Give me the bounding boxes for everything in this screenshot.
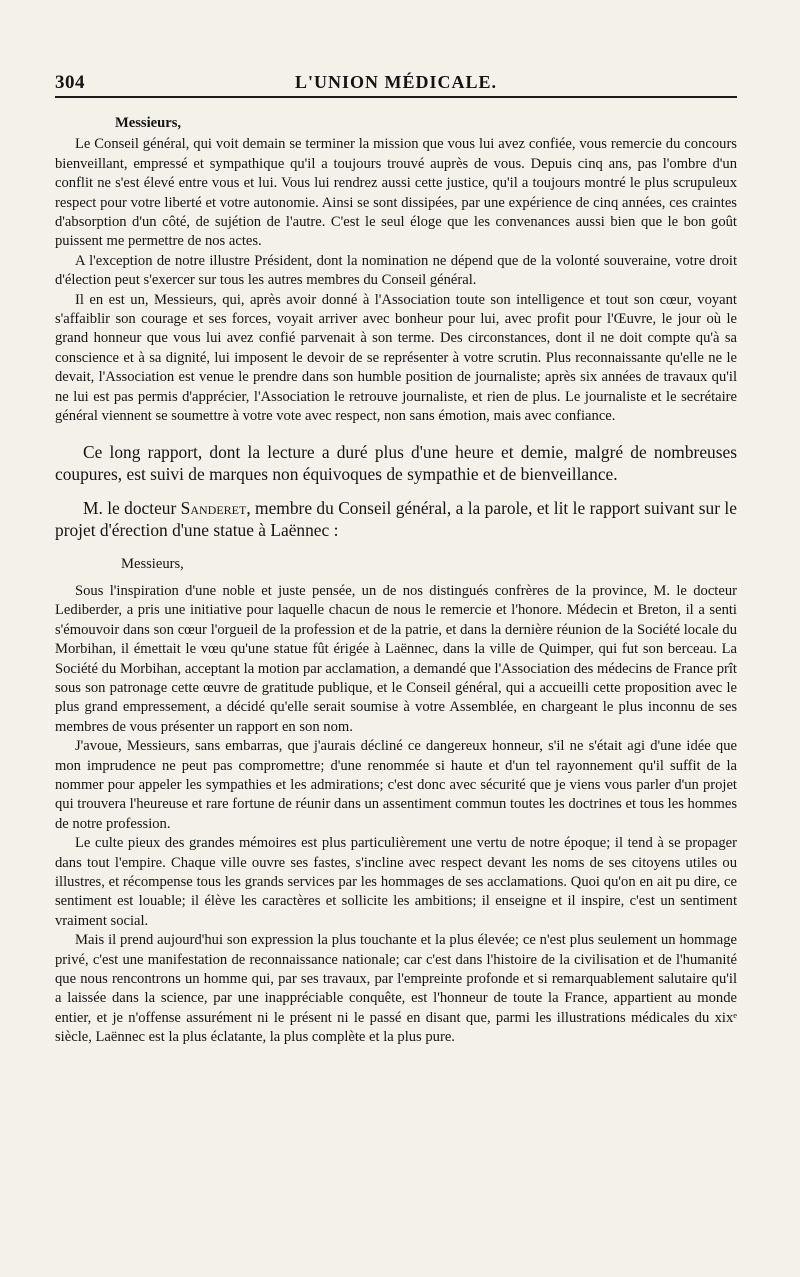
salutation: Messieurs, [115, 115, 182, 131]
salutation: Messieurs, [121, 555, 184, 572]
speaker-introduction [55, 497, 737, 541]
journal-page [55, 60, 737, 1255]
paragraph: Mais il prend aujourd'hui son expression la plus touchante et la plus élevée; ce n'est plus seulement un hommage privé, c'est une manifestation de reconnaissance nationale; car c'est dans l'histoire de la civilisation et de l'humanité que nous rencontrons un homme qui, par ses travaux, par l'empreinte profonde et si remarquablement salutaire qu'il a laissée dans la science, par une inappréciable conquête, est l'honneur de toute la France, appartient au monde entier, et je n'offense assurément ni le présent ni le passé en disant que, parmi les illustrations médicales du xixᵉ siècle, Laënnec est la plus éclatante, la plus complète et la plus pure. [55, 932, 737, 1046]
paragraph: J'avoue, Messieurs, sans embarras, que j'aurais décliné ce dangereux honneur, s'il ne s'était agi d'une idée que mon imprudence ne peut pas compromettre; d'une renommée si haute et d'un tel rayonnement qu'il suffit de la nommer pour appeler les sympathies et les admirations; c'est donc avec sécurité que je viens vous parler d'un projet qui trouvera l'heureuse et rare fortune de réunir dans un assentiment commun toutes les doctrines et tous les hommes de notre profession. [55, 738, 737, 832]
paragraph: Le Conseil général, qui voit demain se terminer la mission que vous lui avez confiée, vous remercie du concours bienveillant, empressé et sympathique qu'il a toujours trouvé auprès de vous. Depuis cinq ans, pas l'ombre d'un conflit ne s'est élevé entre vous et lui. Vous lui rendrez aussi cette justice, qu'il a toujours montré le plus scrupuleux respect pour votre liberté et votre autonomie. Ainsi se sont dissipées, par une expérience de cinq années, ces craintes d'absorption d'un côté, de sujétion de l'autre. C'est le seul éloge que les convenances aussi bien que le bon goût puissent me permettre de nos actes. [55, 136, 737, 250]
page-header [55, 60, 737, 98]
paragraph: Il en est un, Messieurs, qui, après avoir donné à l'Association toute son intelligence et tout son cœur, voyant s'affaiblir son courage et ses forces, voyait arriver avec bonheur pour lui, avec profit pour l'Œuvre, le jour où le grand honneur que vous lui avez confié parvenait à son terme. Des circonstances, dont il ne doit compte qu'à sa conscience et à sa dignité, lui imposent le devoir de se représenter à votre scrutin. Plus reconnaissante qu'elle ne le devait, l'Association est venue le prendre dans son humble position de journaliste; après six années de travaux qu'il ne lui est pas permis d'apprécier, l'Association le retrouve journaliste, et rien de plus. Le journaliste et le secrétaire général viennent se soumettre à votre vote avec respect, non sans émotion, mais avec confiance. [55, 291, 737, 425]
article-body [55, 114, 737, 1048]
paragraph: A l'exception de notre illustre Président, dont la nomination ne dépend que de la volonté souveraine, votre droit d'élection peut s'exercer sur tous les autres membres du Conseil général. [55, 252, 737, 289]
running-title: L'UNION MÉDICALE. [294, 72, 498, 92]
speaker-prefix: M. le docteur [83, 497, 181, 518]
paragraph: Le culte pieux des grandes mémoires est plus particulièrement une vertu de notre époque; il tend à se propager dans tout l'empire. Chaque ville ouvre ses fastes, s'incline avec respect devant les noms de ses citoyens utiles ou illustres, et récompense tous les grands services par les hommages de ses acclamations. Quoi qu'on en ait pu dire, ce sentiment est louable; il élève les caractères et sollicite les ambitions; il enseigne et il inspire, c'est un sentiment vraiment social. [55, 835, 737, 929]
page-number: 304 [55, 72, 85, 93]
paragraph: Ce long rapport, dont la lecture a duré plus d'une heure et demie, malgré de nombreuses coupures, est suivi de marques non équivoques de sympathie et de bienveillance. [55, 441, 737, 484]
speaker-name: Sanderet [180, 497, 247, 518]
laennec-statue-report [55, 555, 737, 1048]
speaker-description: , membre du Conseil général, a la parole, et lit le rapport suivant sur le projet d'érection d'une statue à Laënnec : [55, 497, 737, 540]
session-narrative [55, 441, 737, 541]
paragraph: Sous l'inspiration d'une noble et juste pensée, un de nos distingués confrères de la province, M. le docteur Lediberder, a pris une initiative pour laquelle chacun de nous le remercie et l'honore. Médecin et Breton, il a senti s'émouvoir dans son cœur l'orgueil de la profession et de la patrie, et dans la dernière réunion de la Société locale du Morbihan, il émettait le vœu qu'une statue fût érigée à Laënnec, dans la ville de Quimper, qui fut son berceau. La Société du Morbihan, acceptant la motion par acclamation, a demandé que l'Association des médecins de France prît sous son patronage cette œuvre de gratitude publique, et le Conseil général, qui a accueilli cette proposition avec le plus grand empressement, a décidé qu'elle serait soumise à votre Assemblée, en chargeant le plus inconnu de ses membres de vous présenter un rapport en son nom. [55, 582, 737, 735]
secretary-report-ending [55, 114, 737, 427]
